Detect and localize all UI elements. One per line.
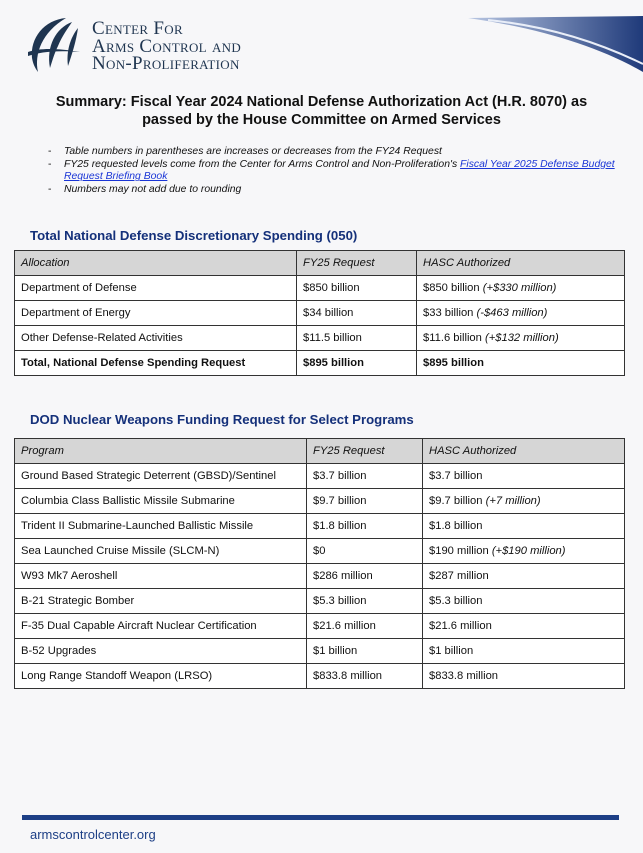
hasc-value: $1.8 billion <box>423 514 625 539</box>
column-header: FY25 Request <box>297 251 417 276</box>
note-item <box>44 159 624 184</box>
briefing-book-link[interactable]: Fiscal Year 2025 Defense Budget Request Briefing Book <box>64 158 615 183</box>
hasc-value-cell <box>423 539 625 564</box>
column-header: HASC Authorized <box>423 439 625 464</box>
note-text: Table numbers in parentheses are increases or decreases from the FY24 Request <box>64 146 442 157</box>
table-row <box>15 489 625 514</box>
delta-value: (+$190 million) <box>491 545 566 557</box>
org-name-line1: Center For <box>92 18 183 39</box>
hasc-value-cell <box>417 301 625 326</box>
notes-list <box>44 146 624 196</box>
fy25-value: $850 billion <box>297 276 417 301</box>
table-row <box>15 664 625 689</box>
table-row <box>15 564 625 589</box>
table-row <box>15 276 625 301</box>
table-row <box>15 539 625 564</box>
fy25-value: $5.3 billion <box>307 589 423 614</box>
fy25-value: $895 billion <box>297 351 417 376</box>
section-title-nuclear: DOD Nuclear Weapons Funding Request for Select Programs <box>30 412 414 427</box>
section-title-spending: Total National Defense Discretionary Spending (050) <box>30 228 358 243</box>
fy25-value: $21.6 million <box>307 614 423 639</box>
hasc-value: $9.7 billion <box>429 495 483 507</box>
delta-value: (-$463 million) <box>476 307 548 319</box>
row-label: Trident II Submarine-Launched Ballistic Missile <box>15 514 307 539</box>
table-row <box>15 639 625 664</box>
hasc-value: $833.8 million <box>423 664 625 689</box>
hasc-value: $33 billion <box>423 307 474 319</box>
column-header: Allocation <box>15 251 297 276</box>
footer-rule <box>22 815 619 820</box>
fy25-value: $11.5 billion <box>297 326 417 351</box>
table-row <box>15 464 625 489</box>
delta-value: (+$330 million) <box>482 282 557 294</box>
fy25-value: $0 <box>307 539 423 564</box>
delta-value: (+7 million) <box>485 495 541 507</box>
hasc-value-cell <box>417 276 625 301</box>
row-label: Sea Launched Cruise Missile (SLCM-N) <box>15 539 307 564</box>
table-row <box>15 326 625 351</box>
row-label: Columbia Class Ballistic Missile Submarine <box>15 489 307 514</box>
hasc-value: $1 billion <box>423 639 625 664</box>
column-header: FY25 Request <box>307 439 423 464</box>
org-logo <box>26 14 266 78</box>
note-item <box>44 146 624 159</box>
row-label: W93 Mk7 Aeroshell <box>15 564 307 589</box>
table-total-row <box>15 351 625 376</box>
spending-table <box>14 250 625 376</box>
org-name-line2: Arms Control and <box>92 35 242 57</box>
nuclear-programs-table <box>14 438 625 689</box>
note-text: FY25 requested levels come from the Center for Arms Control and Non-Proliferation's <box>64 158 461 170</box>
header-swoosh-graphic <box>468 16 643 72</box>
org-name-line3: Non-Proliferation <box>92 53 240 74</box>
fy25-value: $833.8 million <box>307 664 423 689</box>
row-label: Long Range Standoff Weapon (LRSO) <box>15 664 307 689</box>
row-label: B-21 Strategic Bomber <box>15 589 307 614</box>
table-row <box>15 301 625 326</box>
fy25-value: $3.7 billion <box>307 464 423 489</box>
delta-value: (+$132 million) <box>485 332 559 344</box>
table-header-row <box>15 439 625 464</box>
hasc-value-cell <box>423 489 625 514</box>
table-header-row <box>15 251 625 276</box>
hasc-value: $11.6 billion <box>423 332 482 344</box>
hasc-value: $190 million <box>429 545 489 557</box>
hasc-value: $895 billion <box>417 351 625 376</box>
fy25-value: $1 billion <box>307 639 423 664</box>
fy25-value: $34 billion <box>297 301 417 326</box>
row-label: B-52 Upgrades <box>15 639 307 664</box>
row-label: Other Defense-Related Activities <box>15 326 297 351</box>
footer-website-link[interactable]: armscontrolcenter.org <box>30 827 156 842</box>
row-label: F-35 Dual Capable Aircraft Nuclear Certification <box>15 614 307 639</box>
hasc-value-cell <box>417 326 625 351</box>
hasc-value: $287 million <box>423 564 625 589</box>
column-header: Program <box>15 439 307 464</box>
table-row <box>15 614 625 639</box>
note-text: Numbers may not add due to rounding <box>64 183 242 195</box>
fy25-value: $9.7 billion <box>307 489 423 514</box>
hasc-value: $850 billion <box>423 282 480 294</box>
row-label: Total, National Defense Spending Request <box>15 351 297 376</box>
hasc-value: $5.3 billion <box>423 589 625 614</box>
fy25-value: $1.8 billion <box>307 514 423 539</box>
page-title: Summary: Fiscal Year 2024 National Defense Authorization Act (H.R. 8070) as passed by the House Committee on Armed Services <box>55 94 588 128</box>
table-row <box>15 589 625 614</box>
row-label: Ground Based Strategic Deterrent (GBSD)/Sentinel <box>15 464 307 489</box>
row-label: Department of Energy <box>15 301 297 326</box>
table-row <box>15 514 625 539</box>
note-item <box>44 184 624 197</box>
row-label: Department of Defense <box>15 276 297 301</box>
globe-logo-icon <box>26 14 82 76</box>
fy25-value: $286 million <box>307 564 423 589</box>
hasc-value: $3.7 billion <box>423 464 625 489</box>
column-header: HASC Authorized <box>417 251 625 276</box>
hasc-value: $21.6 million <box>423 614 625 639</box>
